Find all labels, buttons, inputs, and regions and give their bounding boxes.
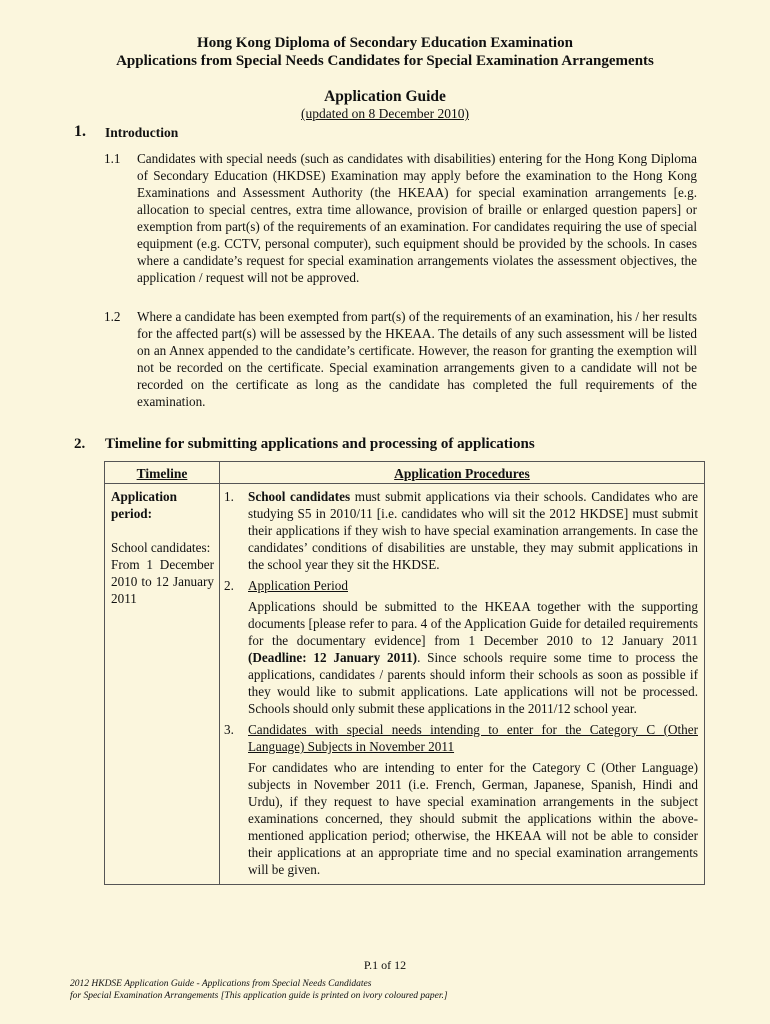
procedure-item-2-text-b: . Since schools require some time to process the applications, candidates / parents should inform their schools as soon as possible if they would like to submit applications. Late applications will not be processed. Schools should only submit these applications in the 2011/12 school year.	[248, 650, 698, 716]
procedures-cell	[220, 484, 705, 885]
application-period-dates: From 1 December 2010 to 12 January 2011	[111, 557, 214, 606]
procedure-item-1-number: 1.	[224, 489, 234, 504]
col-header-timeline: Timeline	[105, 462, 220, 484]
section1-number: 1.	[74, 123, 86, 140]
section2-title: Timeline for submitting applications and processing of applications	[105, 436, 535, 452]
procedure-item-2-title: Application Period	[248, 578, 348, 593]
page-number: P.1 of 12	[363, 958, 407, 972]
table-row	[105, 484, 705, 885]
document-title-line1: Hong Kong Diploma of Secondary Education Examination	[197, 35, 573, 51]
school-candidates-label: School candidates:	[111, 540, 211, 555]
timeline-cell	[105, 484, 220, 885]
deadline-text: (Deadline: 12 January 2011)	[248, 650, 418, 665]
para-1-1-number: 1.1	[104, 151, 121, 166]
para-1-2-text: Where a candidate has been exempted from part(s) of the requirements of an examination, his / her results for the affected part(s) will be assessed by the HKEAA. The details of any such assessment will be listed on an Annex appended to the candidate’s certificate. However, the reason for granting the exemption will not be recorded on the certificate. Special examination arrangements given to a candidate will not be recorded on the certificate as long as the candidate has completed the full requirements of the examination.	[137, 309, 697, 409]
updated-date: (updated on 8 December 2010)	[301, 106, 469, 121]
procedure-item-1-text: must submit applications via their schools. Candidates who are studying S5 in 2010/11 [i.e. candidates who will sit the 2012 HKDSE] must submit their applications if they wish to have special examination arrangements. In case the candidates’ conditions of disabilities are unstable, they may submit applications in the school year they sit the HKDSE.	[248, 489, 698, 572]
procedure-item-2	[224, 577, 698, 717]
procedure-item-3-number: 3.	[224, 722, 234, 737]
guide-title: Application Guide	[324, 88, 446, 105]
footer-line2: for Special Examination Arrangements [This application guide is printed on ivory coloured paper.]	[70, 991, 448, 1001]
application-period-label: Application period:	[111, 489, 177, 521]
para-1-1-text: Candidates with special needs (such as candidates with disabilities) entering for the Hong Kong Diploma of Secondary Education (HKDSE) Examination may apply before the examination to the Hong Kong Examinations and Assessment Authority (the HKEAA) for special examination arrangements [e.g. allocation to special centres, extra time allowance, provision of braille or enlarged question papers] or exemption from part(s) of the requirements of an examination. For candidates requiring the use of special equipment (e.g. CCTV, personal computer), such equipment should be provided by the schools. In cases where a candidate’s request for special examination arrangements violates the assessment objectives, the application / request will not be approved.	[137, 151, 697, 285]
procedure-item-1	[224, 488, 698, 573]
section1-title: Introduction	[105, 125, 179, 140]
procedure-item-2-number: 2.	[224, 578, 234, 593]
col-header-procedures: Application Procedures	[220, 462, 705, 484]
procedure-item-3	[224, 721, 698, 878]
footer-line1: 2012 HKDSE Application Guide - Applications from Special Needs Candidates	[70, 979, 372, 989]
para-1-2-number: 1.2	[104, 309, 121, 324]
procedure-item-2-text-a: Applications should be submitted to the HKEAA together with the supporting documents [please refer to para. 4 of the Application Guide for detailed requirements for the documentary evidence] from 1 December 2010 to 12 January 2011	[248, 599, 698, 648]
document-title-line2: Applications from Special Needs Candidates for Special Examination Arrangements	[116, 53, 654, 69]
section2-number: 2.	[74, 436, 86, 452]
table-header-row	[105, 462, 705, 484]
procedure-item-3-text: For candidates who are intending to enter for the Category C (Other Language) subjects in November 2011 (i.e. French, German, Japanese, Spanish, Hindi and Urdu), if they request to have special examination arrangements in the subject examinations concerned, they should submit the applications within the above-mentioned application period; otherwise, the HKEAA will not be able to consider their applications at an appropriate time and no special examination arrangements will be given.	[248, 760, 698, 877]
timeline-table	[104, 461, 705, 885]
procedure-item-3-title: Candidates with special needs intending to enter for the Category C (Other Language) Subjects in November 2011	[248, 722, 698, 754]
school-candidates-bold: School candidates	[248, 489, 351, 504]
